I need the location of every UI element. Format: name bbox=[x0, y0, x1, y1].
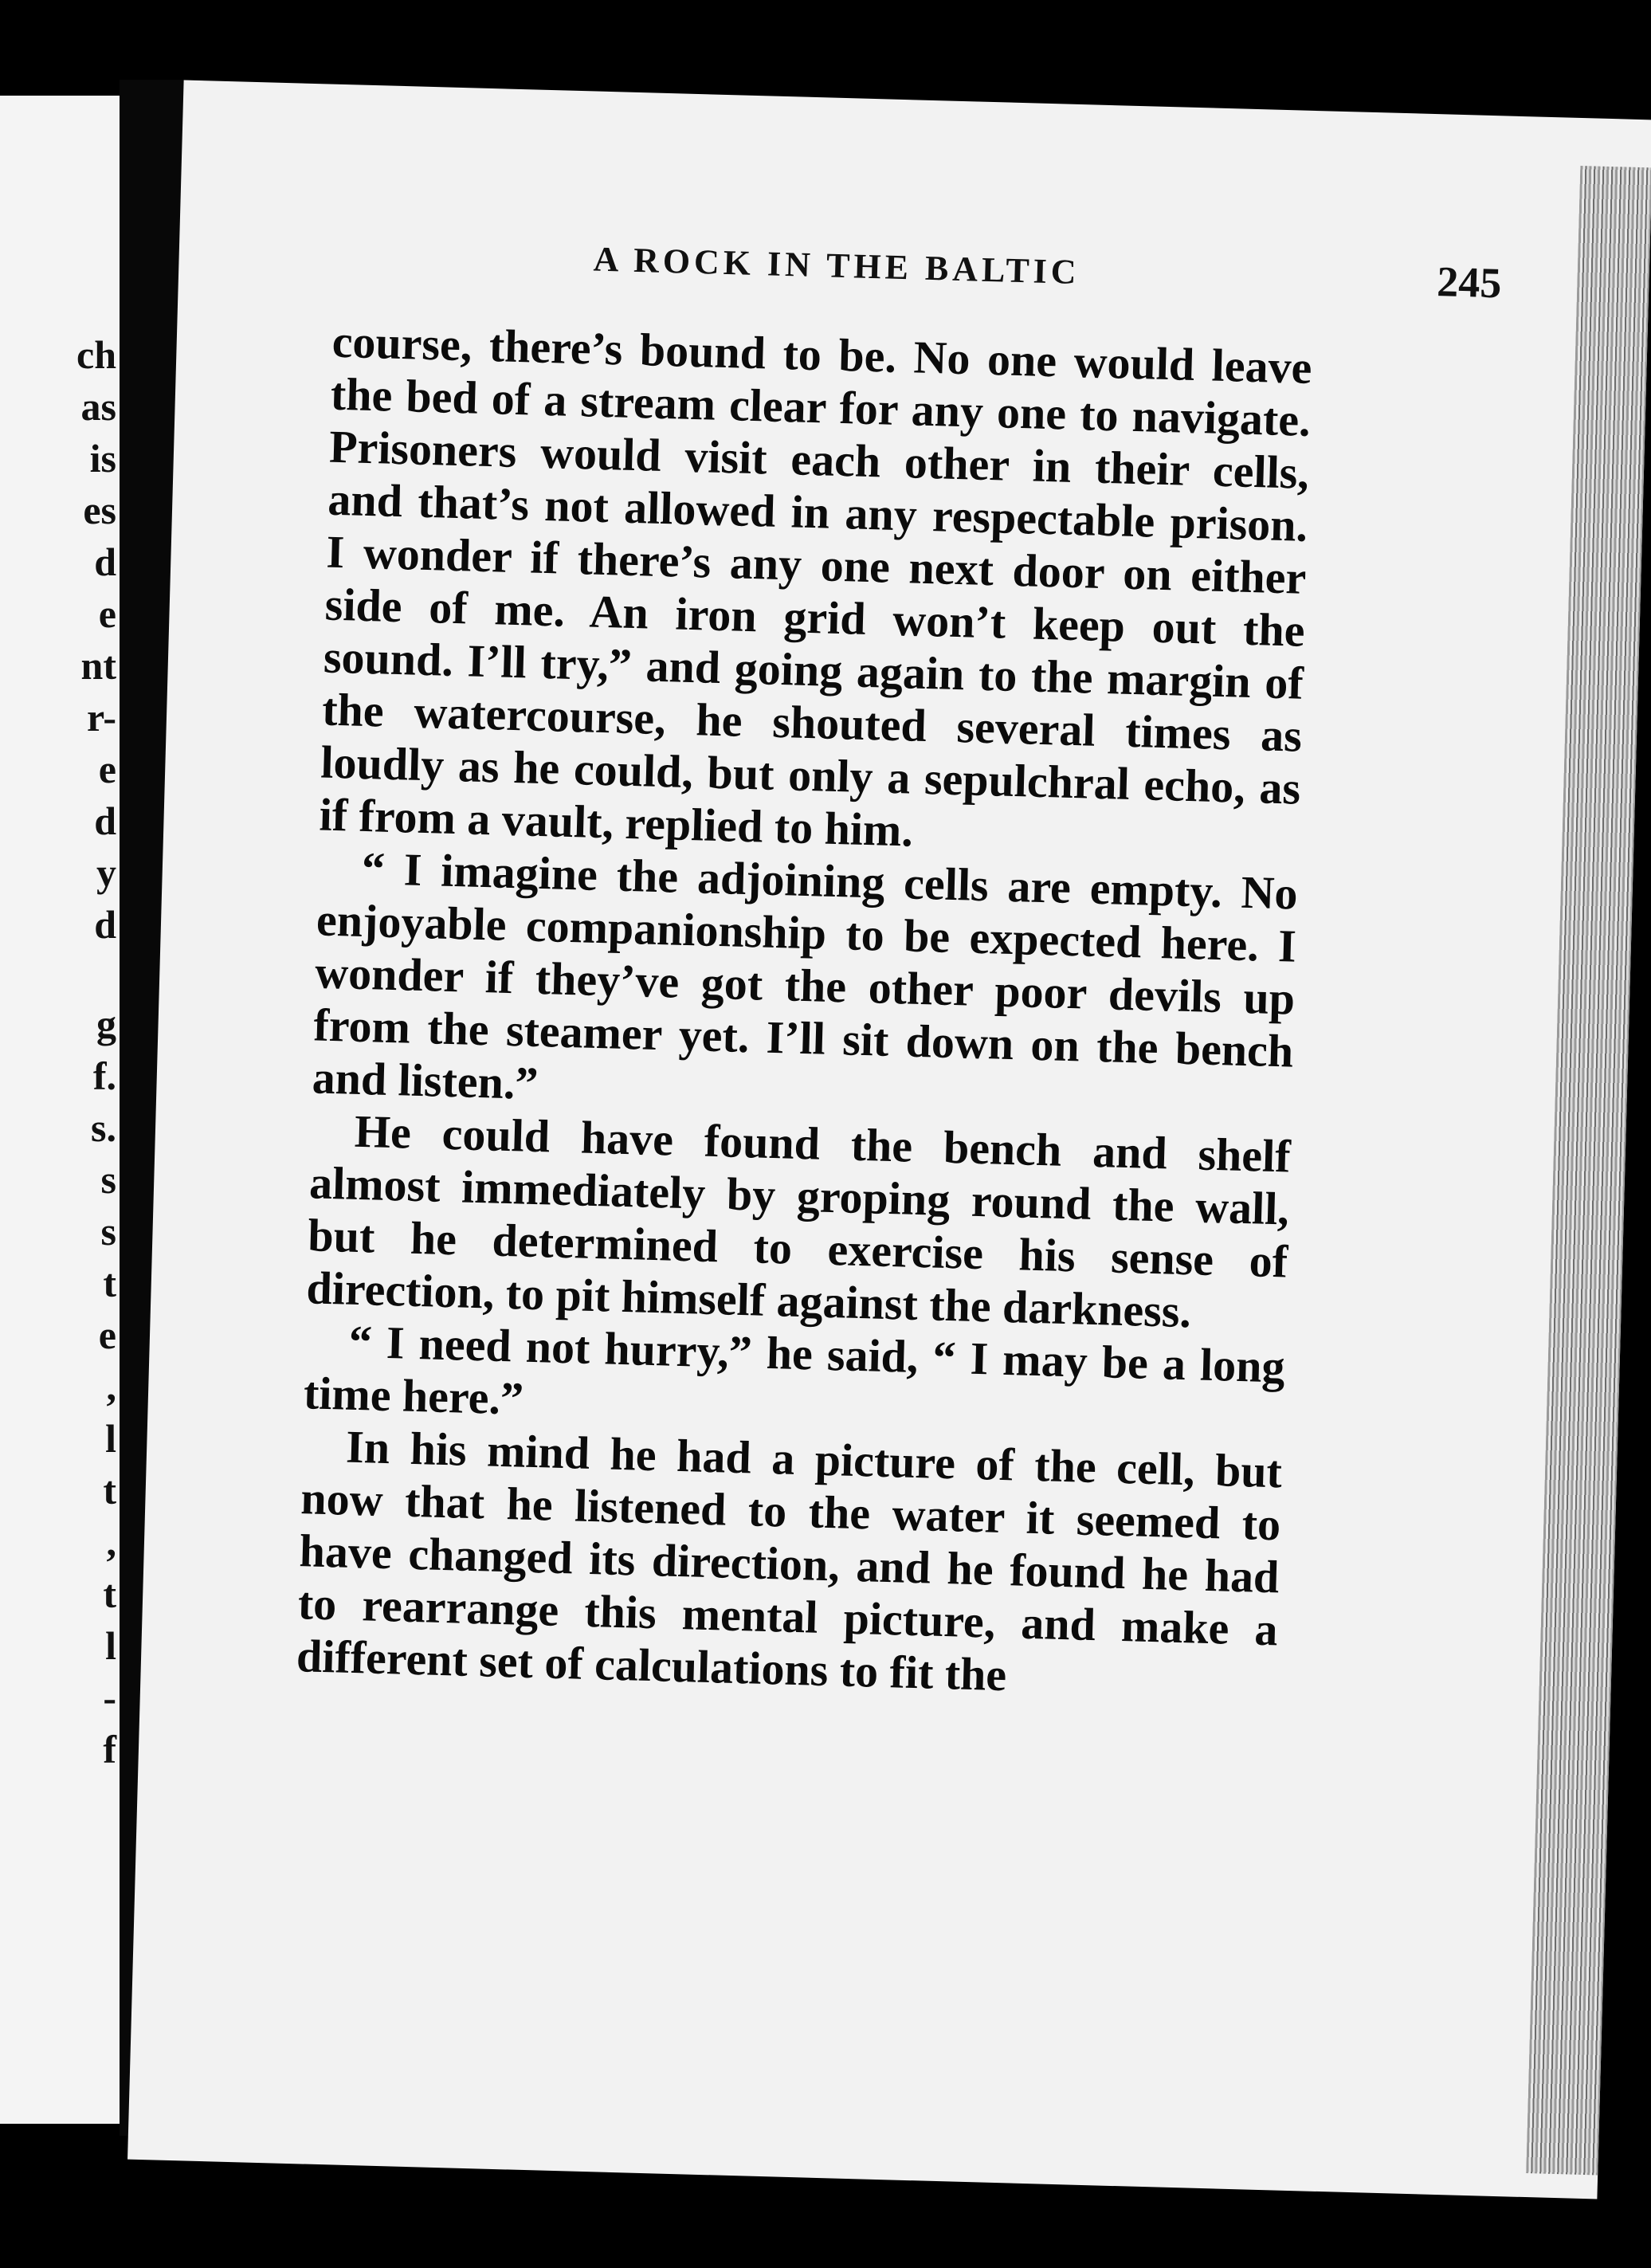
paragraph-4: “ I need not hurry,” he said, “ I may be a long time here.” bbox=[303, 1315, 1286, 1425]
page-edges bbox=[1526, 166, 1651, 2176]
right-page bbox=[127, 80, 1651, 2199]
left-page-fragment: f. bbox=[92, 1054, 116, 1098]
left-page-fragment: ch bbox=[76, 332, 116, 377]
body-text bbox=[296, 316, 1312, 1709]
left-page-fragment: l bbox=[105, 1623, 116, 1668]
left-facing-page bbox=[0, 96, 121, 2124]
left-page-fragment: e bbox=[98, 1313, 116, 1357]
paragraph-2: “ I imagine the adjoining cells are empty. No enjoyable companionship to be expected here. I wonder if they’ve got the other poor devils up from the steamer yet. I’ll sit down on the bench and listen.” bbox=[311, 842, 1299, 1110]
left-page-fragment: d bbox=[94, 540, 116, 584]
left-page-fragment: f bbox=[103, 1727, 116, 1772]
left-page-fragment: d bbox=[94, 799, 116, 843]
left-page-fragment: is bbox=[89, 436, 116, 481]
left-page-fragment: , bbox=[106, 1364, 116, 1409]
paragraph-5: In his mind he had a picture of the cell, but now that he listened to the water it seemed to have changed its direction, and he found he had to rearrange this mental picture, and make a different set of calculations to fit the bbox=[296, 1420, 1283, 1701]
left-page-fragment: d bbox=[94, 902, 116, 947]
left-page-fragment: nt bbox=[80, 643, 116, 688]
left-page-fragment: es bbox=[83, 488, 116, 532]
paragraph-3: He could have found the bench and shelf almost immediately by groping round the wall, but he determined to exercise his sense of direction, to pit himself against the darkness. bbox=[305, 1105, 1292, 1338]
left-page-fragment: y bbox=[96, 850, 116, 895]
left-page-fragment: t bbox=[103, 1468, 116, 1513]
left-page-fragment: g bbox=[96, 1002, 116, 1046]
left-page-fragment: as bbox=[80, 384, 116, 429]
paragraph-1: course, there’s bound to be. No one would leave the bed of a stream clear for any one to navigate. Prisoners would visit each other in their cells, and that’s not allowed in any respectable prison. I wonder if there’s any one next door on either side of me. An iron grid won’t keep out the sound. I’ll try,” and going again to the margin of the watercourse, he shouted several times as loudly as he could, but only a sepulchral echo, as if from a vault, replied to him. bbox=[318, 315, 1313, 857]
left-page-fragment: s bbox=[100, 1157, 116, 1202]
left-page-fragment: l bbox=[105, 1416, 116, 1461]
left-page-line-endings bbox=[0, 96, 121, 2124]
left-page-fragment: e bbox=[98, 747, 116, 791]
left-page-fragment: t bbox=[103, 1261, 116, 1305]
left-page-fragment: e bbox=[98, 591, 116, 636]
left-page-fragment: s. bbox=[91, 1105, 116, 1150]
running-head bbox=[592, 239, 1510, 328]
left-page-fragment: s bbox=[100, 1209, 116, 1254]
left-page-fragment: r- bbox=[87, 695, 116, 740]
left-page-fragment: t bbox=[103, 1572, 116, 1616]
left-page-fragment: , bbox=[106, 1520, 116, 1564]
page-number: 245 bbox=[1436, 257, 1503, 308]
left-page-fragment: - bbox=[103, 1675, 116, 1720]
running-head-title: A ROCK IN THE BALTIC bbox=[593, 239, 1081, 292]
